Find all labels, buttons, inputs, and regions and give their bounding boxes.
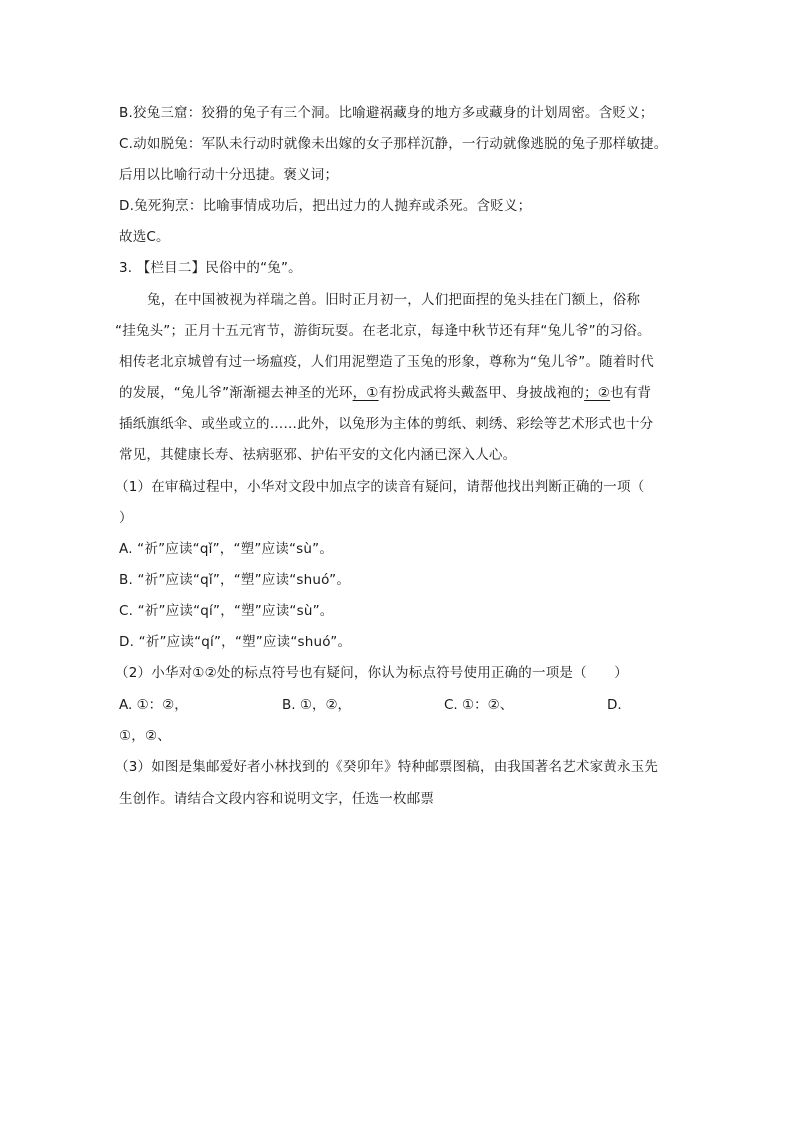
- sub-question-2-stem: （2）小华对①②处的标点符号也有疑问，你认为标点符号使用正确的一项是（ ）: [115, 665, 628, 681]
- sub-question-2-option-c: C. ①：②、: [444, 697, 514, 713]
- passage-line-2: “挂兔头”；正月十五元宵节，游街玩耍。在老北京，每逢中秋节还有拜“兔儿爷”的习俗。: [115, 323, 651, 339]
- sub-question-2-option-d-label: D.: [607, 697, 622, 713]
- question-3-title: 3. 【栏目二】民俗中的“兔”。: [119, 260, 302, 276]
- passage-line-4-part-e: 也有背: [610, 385, 652, 401]
- explanation-option-c-line1: C.动如脱兔：军队未行动时就像未出嫁的女子那样沉静，一行动就像逃脱的兔子那样敏捷。: [119, 136, 668, 152]
- passage-line-4-part-a: 的发展，“兔儿爷”渐渐褪去神圣的光环: [119, 385, 353, 401]
- passage-line-3: 相传老北京城曾有过一场瘟疫，人们用泥塑造了玉兔的形象，尊称为“兔儿爷”。随着时代: [119, 354, 654, 370]
- sub-question-1-stem: （1）在审稿过程中，小华对文段中加点字的读音有疑问，请帮他找出判断正确的一项（: [115, 479, 645, 495]
- sub-question-3-stem-line1: （3）如图是集邮爱好者小林找到的《癸卯年》特种邮票图稿，由我国著名艺术家黄永玉先: [115, 759, 659, 775]
- passage-line-4-part-c: 有扮成武将头戴盔甲、身披战袍的: [378, 385, 585, 401]
- sub-question-1-option-d: D. “祈”应读“qí”，“塑”应读“shuó”。: [119, 634, 352, 650]
- sub-question-1-option-a: A. “祈”应读“qǐ”，“塑”应读“sù”。: [119, 541, 334, 557]
- sub-question-1-option-b: B. “祈”应读“qǐ”，“塑”应读“shuó”。: [119, 572, 351, 588]
- sub-question-2-option-a: A. ①：②，: [119, 697, 188, 713]
- sub-question-3-stem-line2: 生创作。请结合文段内容和说明文字，任选一枚邮票: [119, 791, 435, 807]
- sub-question-2-option-d-text: ①，②、: [119, 728, 172, 744]
- explanation-option-b: B.狡兔三窟：狡猾的兔子有三个洞。比喻避祸藏身的地方多或藏身的计划周密。含贬义；: [119, 105, 654, 121]
- passage-line-6: 常见，其健康长寿、祛病驱邪、护佑平安的文化内涵已深入人心。: [119, 447, 517, 463]
- sub-question-2-option-b: B. ①，②，: [282, 697, 352, 713]
- passage-line-5: 插纸旗纸伞、或坐或立的……此外，以兔形为主体的剪纸、刺绣、彩绘等艺术形式也十分: [119, 416, 654, 432]
- passage-line-1: 兔，在中国被视为祥瑞之兽。旧时正月初一，人们把面捏的兔头挂在门额上，俗称: [147, 292, 641, 308]
- passage-line-4: [119, 384, 651, 402]
- explanation-option-d: D.兔死狗烹：比喻事情成功后，把出过力的人抛弃或杀死。含贬义；: [119, 198, 532, 214]
- explanation-option-c-line2: 后用以比喻行动十分迅捷。褒义词；: [119, 167, 339, 183]
- punctuation-mark-1: ，①: [352, 385, 379, 401]
- sub-question-1-option-c: C. “祈”应读“qí”，“塑”应读“sù”。: [119, 603, 334, 619]
- punctuation-mark-2: ；②: [584, 385, 611, 401]
- answer-line: 故选C。: [119, 229, 170, 245]
- sub-question-1-paren: ）: [119, 510, 133, 526]
